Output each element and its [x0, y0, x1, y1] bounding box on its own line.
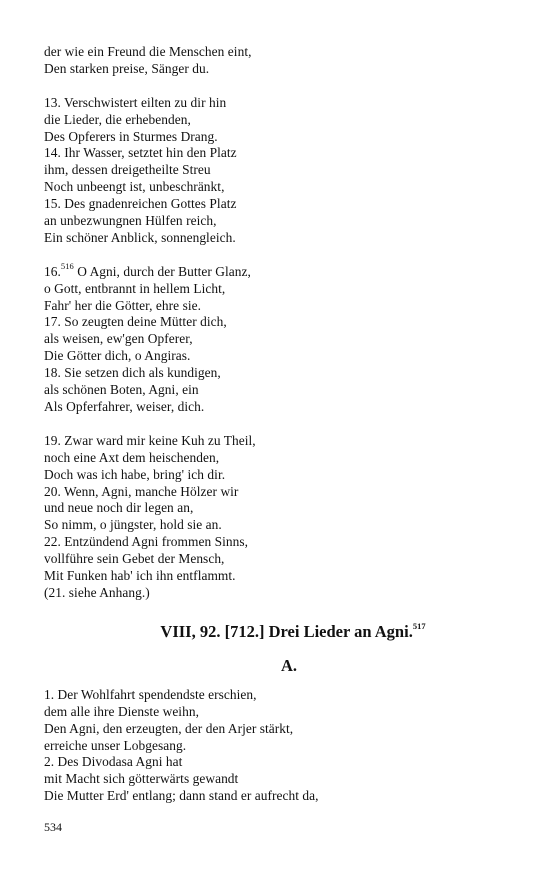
text-line: dem alle ihre Dienste weihn, [44, 703, 199, 719]
text-line: 2. Des Divodasa Agni hat [44, 754, 183, 770]
text-line: So nimm, o jüngster, hold sie an. [44, 517, 222, 533]
text-line: die Lieder, die erhebenden, [44, 111, 191, 127]
text-line: Den Agni, den erzeugten, der den Arjer stärkt, [44, 720, 294, 736]
text-line: Des Opferers in Sturmes Drang. [44, 128, 218, 144]
text-line: 20. Wenn, Agni, manche Hölzer wir [44, 483, 239, 499]
stanza-5 [44, 687, 524, 805]
text-line: ihm, dessen dreigetheilte Streu [44, 162, 211, 178]
text-line: mit Macht sich götterwärts gewandt [44, 771, 239, 787]
text-line: 15. Des gnadenreichen Gottes Platz [44, 196, 237, 212]
text-line-with-footnote [44, 261, 524, 281]
text-line: 18. Sie setzen dich als kundigen, [44, 365, 221, 381]
subsection-heading: A. [280, 655, 298, 675]
text-line: als weisen, ew'gen Opferer, [44, 331, 193, 347]
text-line: und neue noch dir legen an, [44, 500, 194, 516]
section-heading [44, 620, 524, 644]
text-line: Die Götter dich, o Angiras. [44, 348, 191, 364]
heading-text: VIII, 92. [712.] Drei Lieder an Agni. [160, 621, 413, 641]
text-line: (21. siehe Anhang.) [44, 584, 150, 600]
footnote-ref[interactable]: 517 [412, 621, 426, 632]
stanza-1 [44, 44, 524, 78]
text-line: Ein schöner Anblick, sonnengleich. [44, 229, 236, 245]
text-line: 19. Zwar ward mir keine Kuh zu Theil, [44, 432, 256, 448]
text-line: an unbezwungnen Hülfen reich, [44, 213, 217, 229]
text-line: o Gott, entbrannt in hellem Licht, [44, 280, 226, 296]
verse-number: 16. [44, 263, 61, 279]
stanza-2 [44, 95, 524, 247]
page-number: 534 [44, 820, 62, 834]
text-line: als schönen Boten, Agni, ein [44, 382, 199, 398]
text-line: Fahr' her die Götter, ehre sie. [44, 297, 201, 313]
text-line: Doch was ich habe, bring' ich dir. [44, 466, 226, 482]
text-line: 22. Entzündend Agni frommen Sinns, [44, 534, 249, 550]
stanza-3 [44, 261, 524, 416]
text-line: Als Opferfahrer, weiser, dich. [44, 399, 205, 414]
text-line: noch eine Axt dem heischenden, [44, 449, 220, 465]
text-line: Den starken preise, Sänger du. [44, 60, 210, 76]
text-line: 13. Verschwistert eilten zu dir hin [44, 94, 227, 110]
text-line: erreiche unser Lobgesang. [44, 737, 187, 753]
text-line: Noch unbeengt ist, unbeschränkt, [44, 179, 225, 195]
text-line: 17. So zeugten deine Mütter dich, [44, 314, 227, 330]
text-line: vollführe sein Gebet der Mensch, [44, 551, 225, 567]
text-line: Die Mutter Erd' entlang; dann stand er aufrecht da, [44, 788, 319, 804]
text-line: 1. Der Wohlfahrt spendendste erschien, [44, 686, 257, 702]
page-text [44, 44, 524, 805]
text-line: Mit Funken hab' ich ihn entflammt. [44, 568, 236, 584]
text-line: der wie ein Freund die Menschen eint, [44, 44, 252, 59]
stanza-4 [44, 433, 524, 602]
footnote-ref[interactable]: 516 [60, 261, 74, 272]
verse-text: O Agni, durch der Butter Glanz, [73, 263, 251, 279]
text-line: 14. Ihr Wasser, setztet hin den Platz [44, 145, 237, 161]
